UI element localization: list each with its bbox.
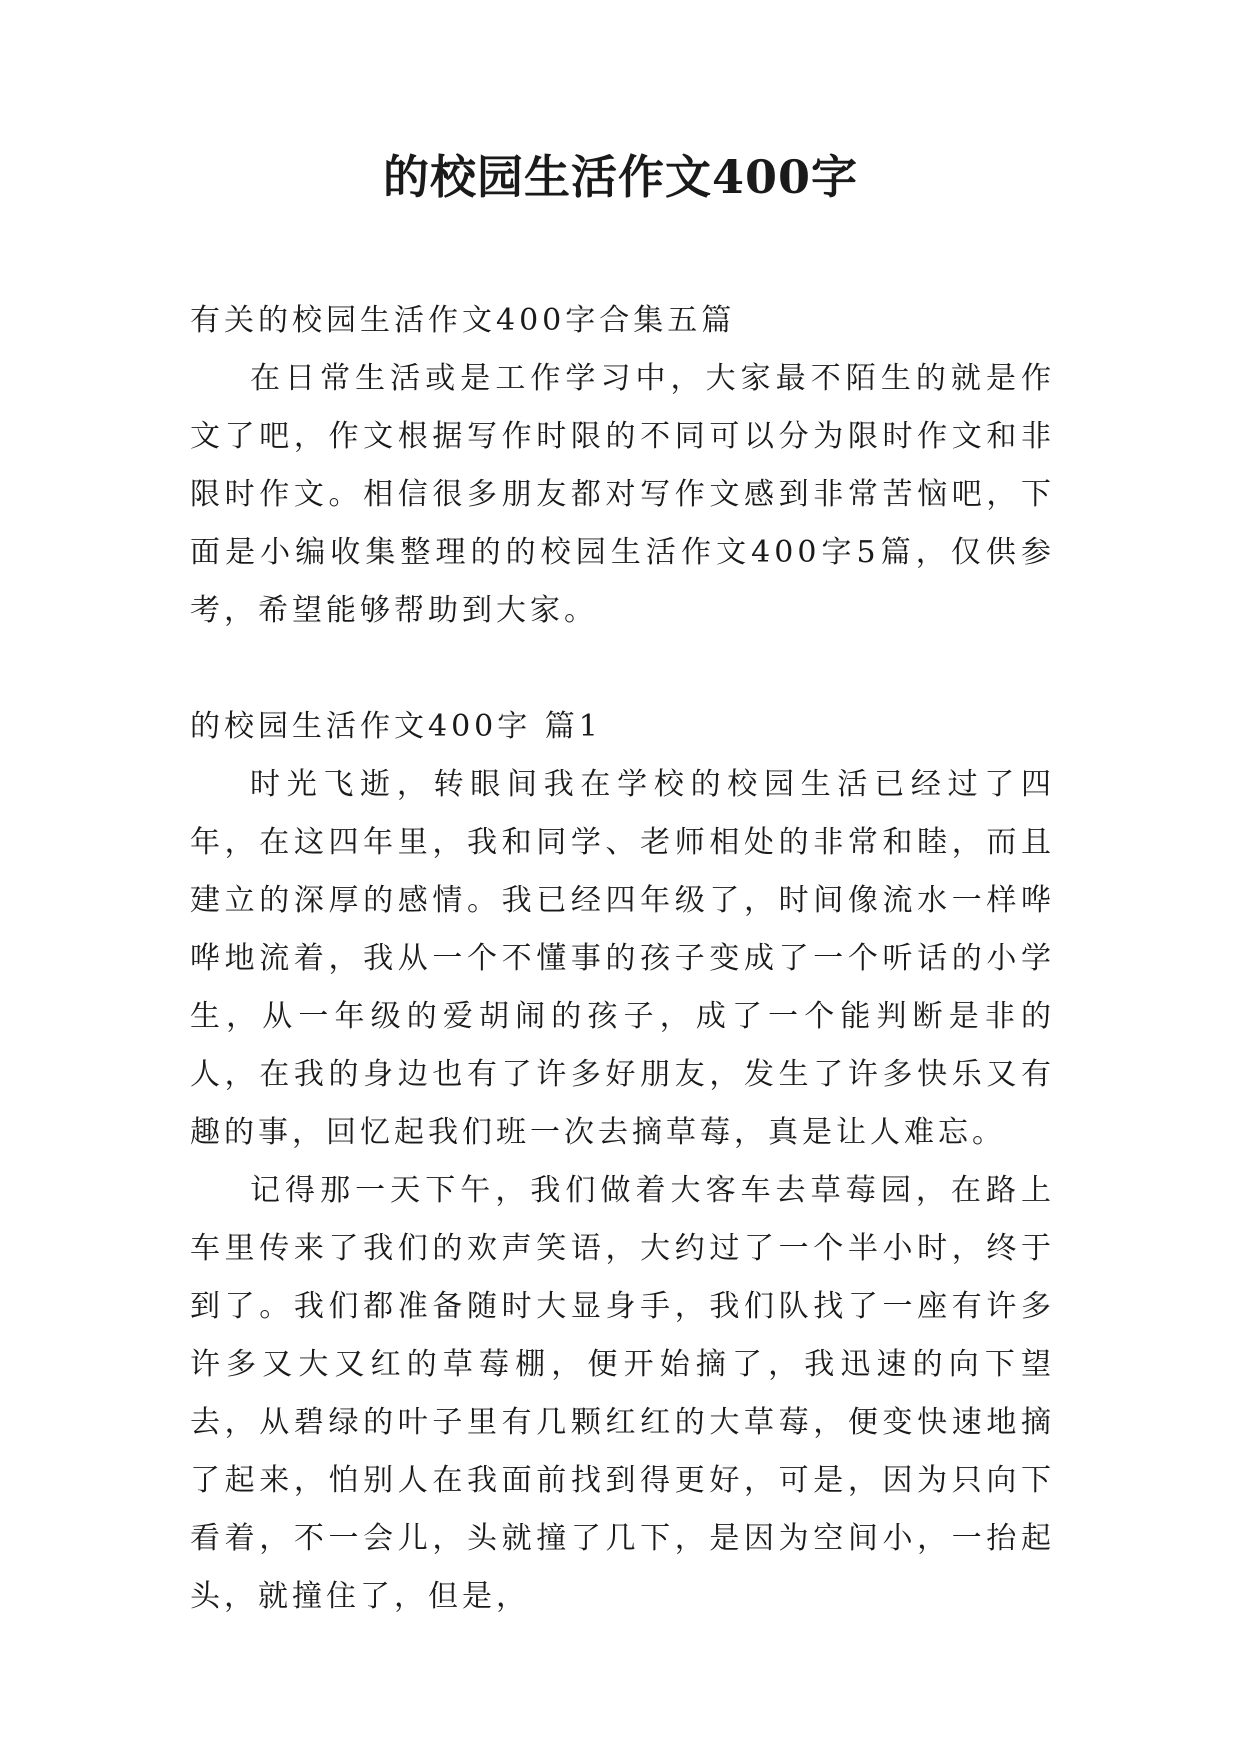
section-1-paragraph-1: 时光飞逝，转眼间我在学校的校园生活已经过了四年，在这四年里，我和同学、老师相处的非常和睦，而且建立的深厚的感情。我已经四年级了，时间像流水一样哗哗地流着，我从一个不懂事的孩子变成了一个听话的小学生，从一年级的爱胡闹的孩子，成了一个能判断是非的人，在我的身边也有了许多好朋友，发生了许多快乐又有趣的事，回忆起我们班一次去摘草莓，真是让人难忘。 — [190, 767, 1055, 1150]
intro-paragraph: 在日常生活或是工作学习中，大家最不陌生的就是作文了吧，作文根据写作时限的不同可以分为限时作文和非限时作文。相信很多朋友都对写作文感到非常苦恼吧，下面是小编收集整理的的校园生活作文400字5篇，仅供参考，希望能够帮助到大家。 — [190, 361, 1055, 628]
section-1-heading: 的校园生活作文400字 篇1 — [190, 709, 602, 744]
section-1-paragraph-2: 记得那一天下午，我们做着大客车去草莓园，在路上车里传来了我们的欢声笑语，大约过了一个半小时，终于到了。我们都准备随时大显身手，我们队找了一座有许多许多又大又红的草莓棚，便开始摘了，我迅速的向下望去，从碧绿的叶子里有几颗红红的大草莓，便变快速地摘了起来，怕别人在我面前找到得更好，可是，因为只向下看着，不一会儿，头就撞了几下，是因为空间小，一抬起头，就撞住了，但是， — [190, 1173, 1055, 1614]
document-title: 的校园生活作文400字 — [382, 150, 859, 204]
document-body — [190, 292, 1055, 1626]
intro-heading: 有关的校园生活作文400字合集五篇 — [190, 303, 736, 338]
section-spacer — [190, 640, 1055, 698]
